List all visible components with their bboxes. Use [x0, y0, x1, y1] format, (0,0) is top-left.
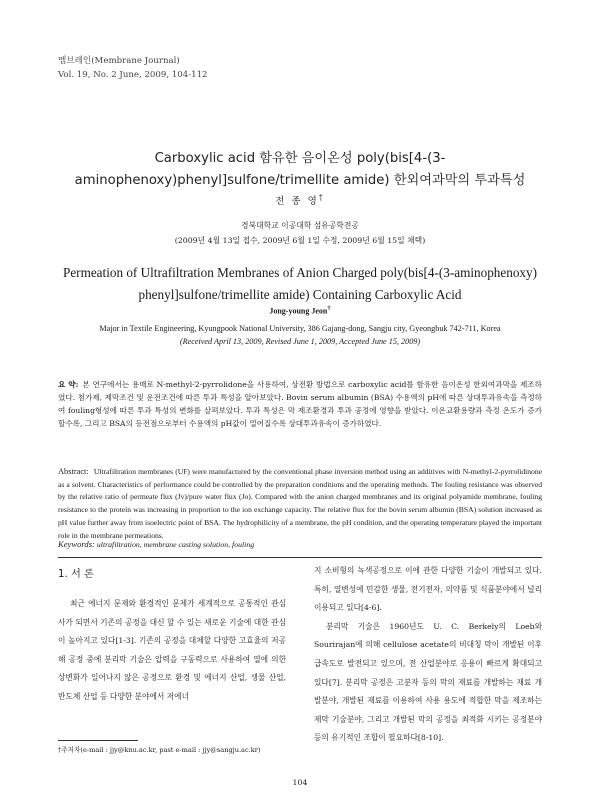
- korean-dates: (2009년 4월 13일 접수, 2009년 6월 1일 수정, 2009년 6월 15일 채택): [174, 236, 426, 245]
- journal-name: 멤브레인(Membrane Journal): [58, 56, 180, 66]
- english-affiliation: Major in Textile Engineering, Kyungpook National University, 386 Gajang-dong, Sangju city, Gyeongbuk 742-711, Korea: [99, 324, 501, 333]
- journal-header: [58, 54, 208, 82]
- body-column-left: [58, 565, 286, 707]
- english-abstract-text: Ultrafiltration membranes (UF) were manufactured by the conventional phase inversion method using an additives with N-methyl-2-pyrrolidinone as a solvent. Characteristics of performance could be controlled by the preparation conditions and the operating methods. The fouling resistance was observed by the relative ratio of permeate flux (Jv)/pure water flux (Jo). Compared with the anion charged membranes and its original polyamide membrane, fouling resistance to the protein was increasing in proportion to the ion exchange capacity. The relative flux for the bovin serum albumin (BSA) solution increased as pH value further away from isoelectric point of BSA. The hydrophilicity of a membrane, the pH condition, and the operating temperature played the important role in the membrane permeations.: [58, 467, 542, 540]
- english-affiliation-block: [40, 322, 560, 348]
- body-paragraph-1: 최근 에너지 문제와 환경적인 문제가 세계적으로 공통적인 관심사가 되면서 기존의 공정을 대신 할 수 있는 새로운 기술에 대한 관심이 높아지고 있다[1-3]. 기존의 공정을 대체할 다양한 고효율의 저공해 공정 중에 분리막 기술은 압력을 구동력으로 사용하여 열에 의한 상변화가 일어나지 않은 공정으로 환경 및 에너지 산업, 생물 산업, 반도체 산업 등 다양한 분야에서 저에너: [58, 599, 286, 701]
- korean-author-name: 전 종 영: [275, 196, 319, 208]
- english-author-mark: †: [327, 305, 331, 312]
- english-author-name: Jong-young Jeon: [269, 306, 328, 316]
- korean-abstract: [58, 379, 542, 431]
- journal-volume: Vol. 19, No. 2 June, 2009, 104-112: [58, 70, 208, 80]
- section-divider: [58, 557, 542, 558]
- keywords-label: Keywords:: [58, 539, 95, 549]
- body-paragraph-3: 분리막 기술은 1960년도 U. C. Berkely의 Loeb와 Sourirajan에 의해 cellulose acetate의 비대칭 막이 개발된 이후 급속도로 발전되고 있으며, 전 산업분야로 응용이 빠르게 확대되고 있다[7]. 분리막 공정은 고분자 등의 막의 재료를 개발하는 재료 개발분야, 개발된 재료를 이용하여 사용 용도에 적합한 막을 제조하는 제막 기술분야, 그리고 개발된 막의 공정을 최적화 시키는 공정분야 등의 유기적인 조합이 필요하다[8-10].: [314, 621, 542, 743]
- body-column-right: [314, 562, 542, 748]
- korean-author-mark: †: [318, 193, 325, 202]
- page-number: 104: [292, 778, 308, 787]
- english-author: [0, 305, 600, 316]
- section-heading: 1. 서 론: [58, 569, 94, 580]
- korean-author: [0, 193, 600, 207]
- body-paragraph-2: 지 소비형의 녹색공정으로 이에 관한 다양한 기술이 개발되고 있다. 특히, 열변성에 민감한 생물, 전기전자, 의약품 및 식품분야에서 널리 이용되고 있다[4-6].: [314, 566, 542, 613]
- korean-abstract-text: 본 연구에서는 용매로 N-methyl-2-pyrrolidone을 사용하여, 상전환 방법으로 carboxylic acid를 함유한 음이온성 한외여과막을 제조하였다. 첨가제, 제막조건 및 운전조건에 따른 투과 특성을 알아보았다. Bovin serum albumin (BSA) 수용액의 pH에 따른 상대투과유속을 측정하여 fouling형성에 따른 투과 특성의 변화를 살펴보았다. 투과 특성은 막 제조환경과 투과 공정에 영향을 받았다. 이온교환용량과 측정 온도가 증가할수록, 그리고 BSA의 등전점으로부터 수용액의 pH값이 멀어질수록 상대투과유속이 증가하였다.: [58, 380, 542, 428]
- english-abstract: [58, 466, 542, 542]
- korean-affiliation: 경북대학교 이공대학 섬유공학전공: [241, 221, 359, 230]
- korean-title: Carboxylic acid 함유한 음이온성 poly(bis[4-(3-aminophenoxy)phenyl]sulfone/trimellite amide) 한외여과막의 투과특성: [74, 151, 526, 188]
- footnote-divider: [58, 740, 138, 741]
- english-title: Permeation of Ultrafiltration Membranes of Anion Charged poly(bis[4-(3-aminophenoxy) phenyl]sulfone/trimellite amide) Containing Carboxylic Acid: [62, 265, 538, 302]
- keywords-text: ultrafiltration, membrane casting solution, fouling: [96, 540, 255, 549]
- korean-affiliation-block: [0, 218, 600, 248]
- korean-abstract-label: 요 약:: [58, 380, 79, 389]
- footnote: †주저자(e-mail : jjy@knu.ac.kr, past e-mail : jjy@sangju.ac.kr): [58, 746, 261, 754]
- english-dates: (Received April 13, 2009, Revised June 1, 2009, Accepted June 15, 2009): [179, 337, 421, 346]
- english-abstract-label: Abstract:: [58, 467, 89, 476]
- keywords: [58, 539, 542, 549]
